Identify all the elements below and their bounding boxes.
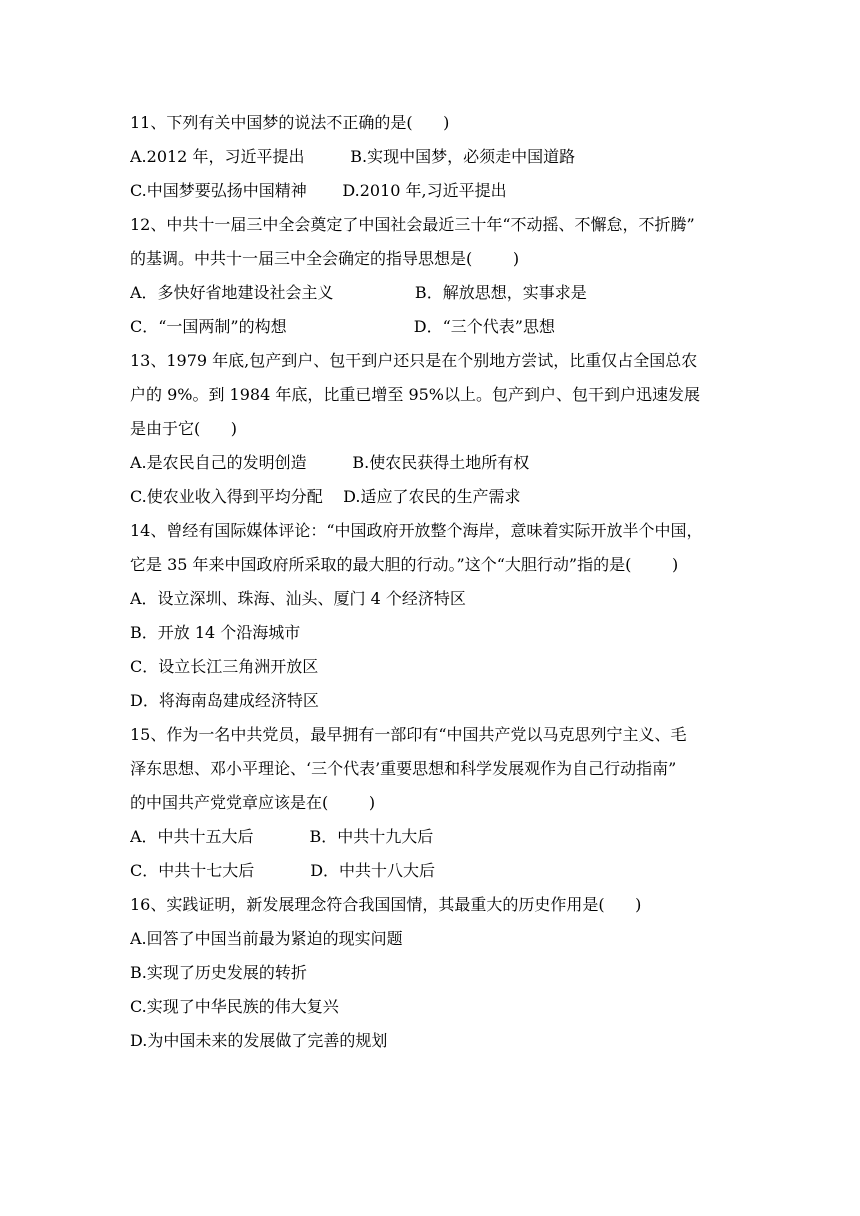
q15-stem-line2: 泽东思想、邓小平理论、‘三个代表’重要思想和科学发展观作为自己行动指南” xyxy=(130,759,677,778)
q11-options-ab: A.2012 年，习近平提出 B.实现中国梦，必须走中国道路 xyxy=(130,147,576,166)
q15-stem-line1: 15、作为一名中共党员，最早拥有一部印有“中国共产党以马克思列宁主义、毛 xyxy=(130,725,687,744)
q16-option-b: B.实现了历史发展的转折 xyxy=(130,963,307,982)
q12-options-cd: C．“一国两制”的构想 D．“三个代表”思想 xyxy=(130,317,555,336)
q15-options-ab: A．中共十五大后 B．中共十九大后 xyxy=(130,827,434,846)
q13-options-ab: A.是农民自己的发明创造 B.使农民获得土地所有权 xyxy=(130,453,530,472)
q16-option-a: A.回答了中国当前最为紧迫的现实问题 xyxy=(130,929,403,948)
q15-stem-line3: 的中国共产党党章应该是在( ) xyxy=(130,793,376,812)
q14-option-b: B．开放 14 个沿海城市 xyxy=(130,623,301,642)
q13-stem-line2: 户的 9%。到 1984 年底，比重已增至 95%以上。包产到户、包干到户迅速发展 xyxy=(130,385,701,404)
q16-option-d: D.为中国未来的发展做了完善的规划 xyxy=(130,1031,388,1050)
q14-stem-line1: 14、曾经有国际媒体评论：“中国政府开放整个海岸，意味着实际开放半个中国， xyxy=(130,521,703,540)
exam-page xyxy=(130,106,740,1058)
q13-stem-line1: 13、1979 年底,包产到户、包干到户还只是在个别地方尝试，比重仅占全国总农 xyxy=(130,351,698,370)
q16-stem: 16、实践证明，新发展理念符合我国国情，其最重大的历史作用是( ) xyxy=(130,895,642,914)
q16-option-c: C.实现了中华民族的伟大复兴 xyxy=(130,997,339,1016)
q11-options-cd: C.中国梦要弘扬中国精神 D.2010 年,习近平提出 xyxy=(130,181,507,200)
q14-option-d: D．将海南岛建成经济特区 xyxy=(130,691,319,710)
q12-options-ab: A．多快好省地建设社会主义 B．解放思想，实事求是 xyxy=(130,283,587,302)
q14-option-a: A．设立深圳、珠海、汕头、厦门 4 个经济特区 xyxy=(130,589,466,608)
q12-stem-line2: 的基调。中共十一届三中全会确定的指导思想是( ) xyxy=(130,249,520,268)
q14-option-c: C．设立长江三角洲开放区 xyxy=(130,657,319,676)
q15-options-cd: C．中共十七大后 D．中共十八大后 xyxy=(130,861,436,880)
q11-stem: 11、下列有关中国梦的说法不正确的是( ) xyxy=(130,113,450,132)
q13-options-cd: C.使农业收入得到平均分配 D.适应了农民的生产需求 xyxy=(130,487,521,506)
q14-stem-line2: 它是 35 年来中国政府所采取的最大胆的行动。”这个“大胆行动”指的是( ) xyxy=(130,555,679,574)
q13-stem-line3: 是由于它( ) xyxy=(130,419,238,438)
q12-stem-line1: 12、中共十一届三中全会奠定了中国社会最近三十年“不动摇、不懈怠，不折腾” xyxy=(130,215,695,234)
